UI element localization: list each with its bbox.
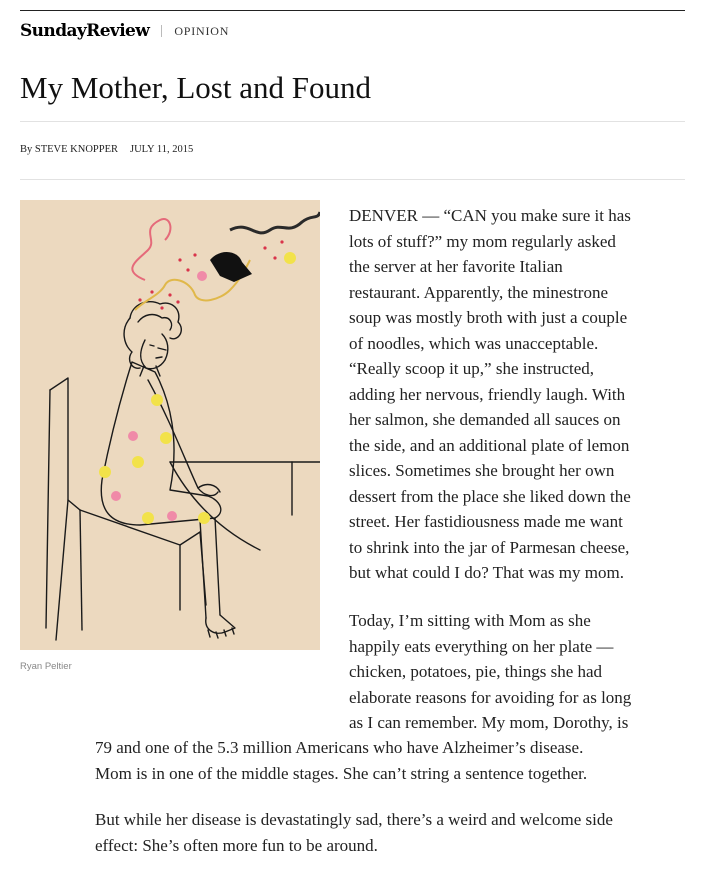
paragraph-line: of noodles, which was unacceptable. [349,333,599,353]
article-headline: My Mother, Lost and Found [20,70,371,105]
article-paragraph [349,203,631,586]
article-illustration [20,200,320,650]
image-credit: Ryan Peltier [20,661,72,672]
paragraph-line: elaborate reasons for avoiding for as long [349,687,632,707]
paragraph-line: her salmon, she demanded all sauces on [349,410,621,429]
paragraph-line: chicken, potatoes, pie, things she had [349,662,603,681]
paragraph-line: to shrink into the jar of Parmesan cheese, [349,537,630,557]
paragraph-line: DENVER — “CAN you make sure it has [349,206,631,225]
paragraph-line: lots of stuff?” my mom regularly asked [349,231,616,251]
paragraph-line: dessert from the place she liked down the [349,486,631,506]
paragraph-line: the server at her favorite Italian [349,257,563,276]
paragraph-line: but what could I do? That was my mom. [349,563,624,582]
article-paragraph [95,807,613,858]
paragraph-line: as I can remember. My mom, Dorothy, is [349,713,629,732]
paragraph-line: Today, I’m sitting with Mom as she [349,611,591,630]
paragraph-line: soup was mostly broth with just a couple [349,308,628,327]
paragraph-line: restaurant. Apparently, the minestrone [349,282,609,302]
paragraph-line: happily eats everything on her plate — [349,636,614,656]
paragraph-line: But while her disease is devastatingly sad, there’s a weird and welcome side [95,810,613,829]
paragraph-line: slices. Sometimes she brought her own [349,461,615,480]
section-label-link[interactable]: OPINION [174,23,230,38]
kicker-divider [161,25,162,37]
publish-date: JULY 11, 2015 [130,144,194,155]
paragraph-line: adding her nervous, friendly laugh. With [349,384,626,404]
top-rule [20,10,685,11]
byline [20,144,193,155]
paragraph-line: Mom is in one of the middle stages. She can’t string a sentence together. [95,763,588,783]
headline-divider [20,121,685,122]
illustration-drawing [20,200,320,650]
paragraph-line: the side, and an additional plate of lemon [349,435,630,455]
paragraph-line: effect: She’s often more fun to be around. [95,835,378,855]
author-byline: By STEVE KNOPPER [20,144,119,155]
article-paragraph [349,608,631,736]
byline-divider [20,179,685,180]
paragraph-line: street. Her fastidiousness made me want [349,512,623,531]
paragraph-line: 79 and one of the 5.3 million Americans who have Alzheimer’s disease. [95,738,584,757]
paragraph-line: “Really scoop it up,” she instructed, [349,359,595,378]
article-paragraph-continued [95,735,587,786]
section-kicker [20,20,229,42]
section-logo-link[interactable]: SundayReview [20,21,150,41]
